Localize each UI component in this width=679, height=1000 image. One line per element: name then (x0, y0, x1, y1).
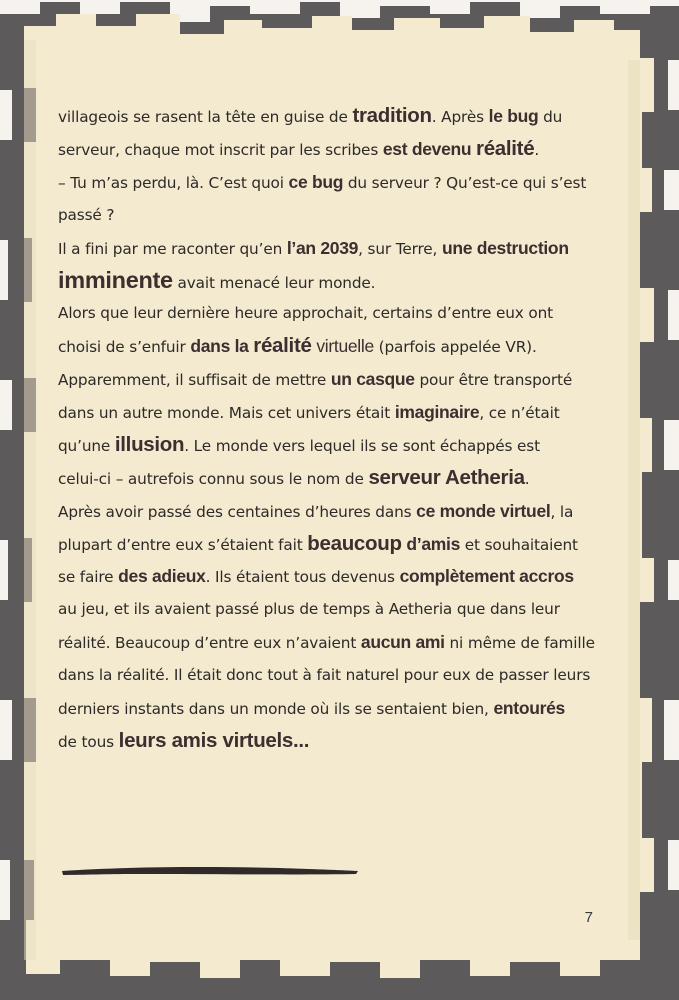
emphasis-word: ce monde virtuel (416, 500, 551, 521)
emphasis-word: réalité (476, 136, 535, 160)
text-line: choisi de s’enfuir dans la réalité virtuelle (parfois appelée VR). (58, 334, 537, 358)
text-line: – Tu m’as perdu, là. C’est quoi ce bug du serveur ? Qu’est-ce qui s’est (58, 171, 587, 192)
text-line: passé ? (58, 205, 115, 224)
emphasis-word: illusion (114, 432, 185, 456)
emphasis-word: réalité (253, 334, 312, 358)
text-line: Il a fini par me raconter qu’en l’an 2039, sur Terre, une destruction (58, 237, 569, 258)
emphasis-word: un casque (330, 369, 415, 390)
parchment-shade-right (628, 60, 640, 940)
text-line: celui-ci – autrefois connu sous le nom de serveur Aetheria. (58, 465, 530, 489)
emphasis-word: dans la (190, 336, 249, 357)
text-line: réalité. Beaucoup d’entre eux n’avaient aucun ami ni même de famille (58, 632, 595, 653)
emphasis-word: d’amis (406, 533, 461, 554)
emphasis-word: le bug (488, 106, 539, 126)
text-line: de tous leurs amis virtuels... (58, 728, 310, 752)
emphasis-word: l’an 2039 (286, 237, 359, 258)
text-line: qu’une illusion. Le monde vers lequel ils se sont échappés est (58, 432, 540, 456)
parchment-shade-left (24, 40, 36, 960)
text-line: imminente avait menacé leur monde. (58, 267, 376, 294)
emphasis-word: est devenu (382, 138, 472, 159)
emphasis-word: aucun ami (360, 632, 445, 653)
page-number: 7 (584, 909, 593, 926)
emphasis-word: beaucoup (307, 531, 402, 555)
emphasis-word: ce bug (288, 171, 344, 192)
text-line: se faire des adieux. Ils étaient tous devenus complètement accros (58, 566, 574, 587)
text-line: Apparemment, il suffisait de mettre un casque pour être transporté (58, 369, 573, 390)
emphasis-word: des adieux (118, 566, 206, 587)
text-line: plupart d’entre eux s’étaient fait beaucoup d’amis et souhaitaient (58, 531, 578, 555)
emphasis-word: une destruction (441, 237, 569, 258)
emphasis-word: entourés (493, 698, 565, 719)
text-line: derniers instants dans un monde où ils se sentaient bien, entourés (58, 698, 565, 719)
emphasis-word: complètement accros (399, 566, 574, 587)
text-line: dans un autre monde. Mais cet univers était imaginaire, ce n’était (58, 402, 560, 423)
text-line: Alors que leur dernière heure approchait, certains d’entre eux ont (58, 304, 554, 323)
emphasis-word: imminente (58, 267, 173, 294)
text-line: serveur, chaque mot inscrit par les scribes est devenu réalité. (58, 136, 540, 160)
text-line: au jeu, et ils avaient passé plus de temps à Aetheria que dans leur (58, 600, 560, 619)
emphasis-word: tradition (352, 104, 432, 127)
emphasis-word: virtuelle (316, 336, 374, 357)
text-line: villageois se rasent la tête en guise de tradition. Après le bug du (58, 104, 563, 127)
emphasis-word: leurs amis virtuels... (118, 728, 310, 752)
brush-underline (60, 862, 360, 880)
text-line: dans la réalité. Il était donc tout à fait naturel pour eux de passer leurs (58, 666, 591, 685)
emphasis-word: serveur Aetheria (368, 465, 525, 489)
emphasis-word: imaginaire (394, 402, 480, 423)
story-paragraph (58, 100, 598, 758)
text-line: Après avoir passé des centaines d’heures dans ce monde virtuel, la (58, 500, 574, 521)
